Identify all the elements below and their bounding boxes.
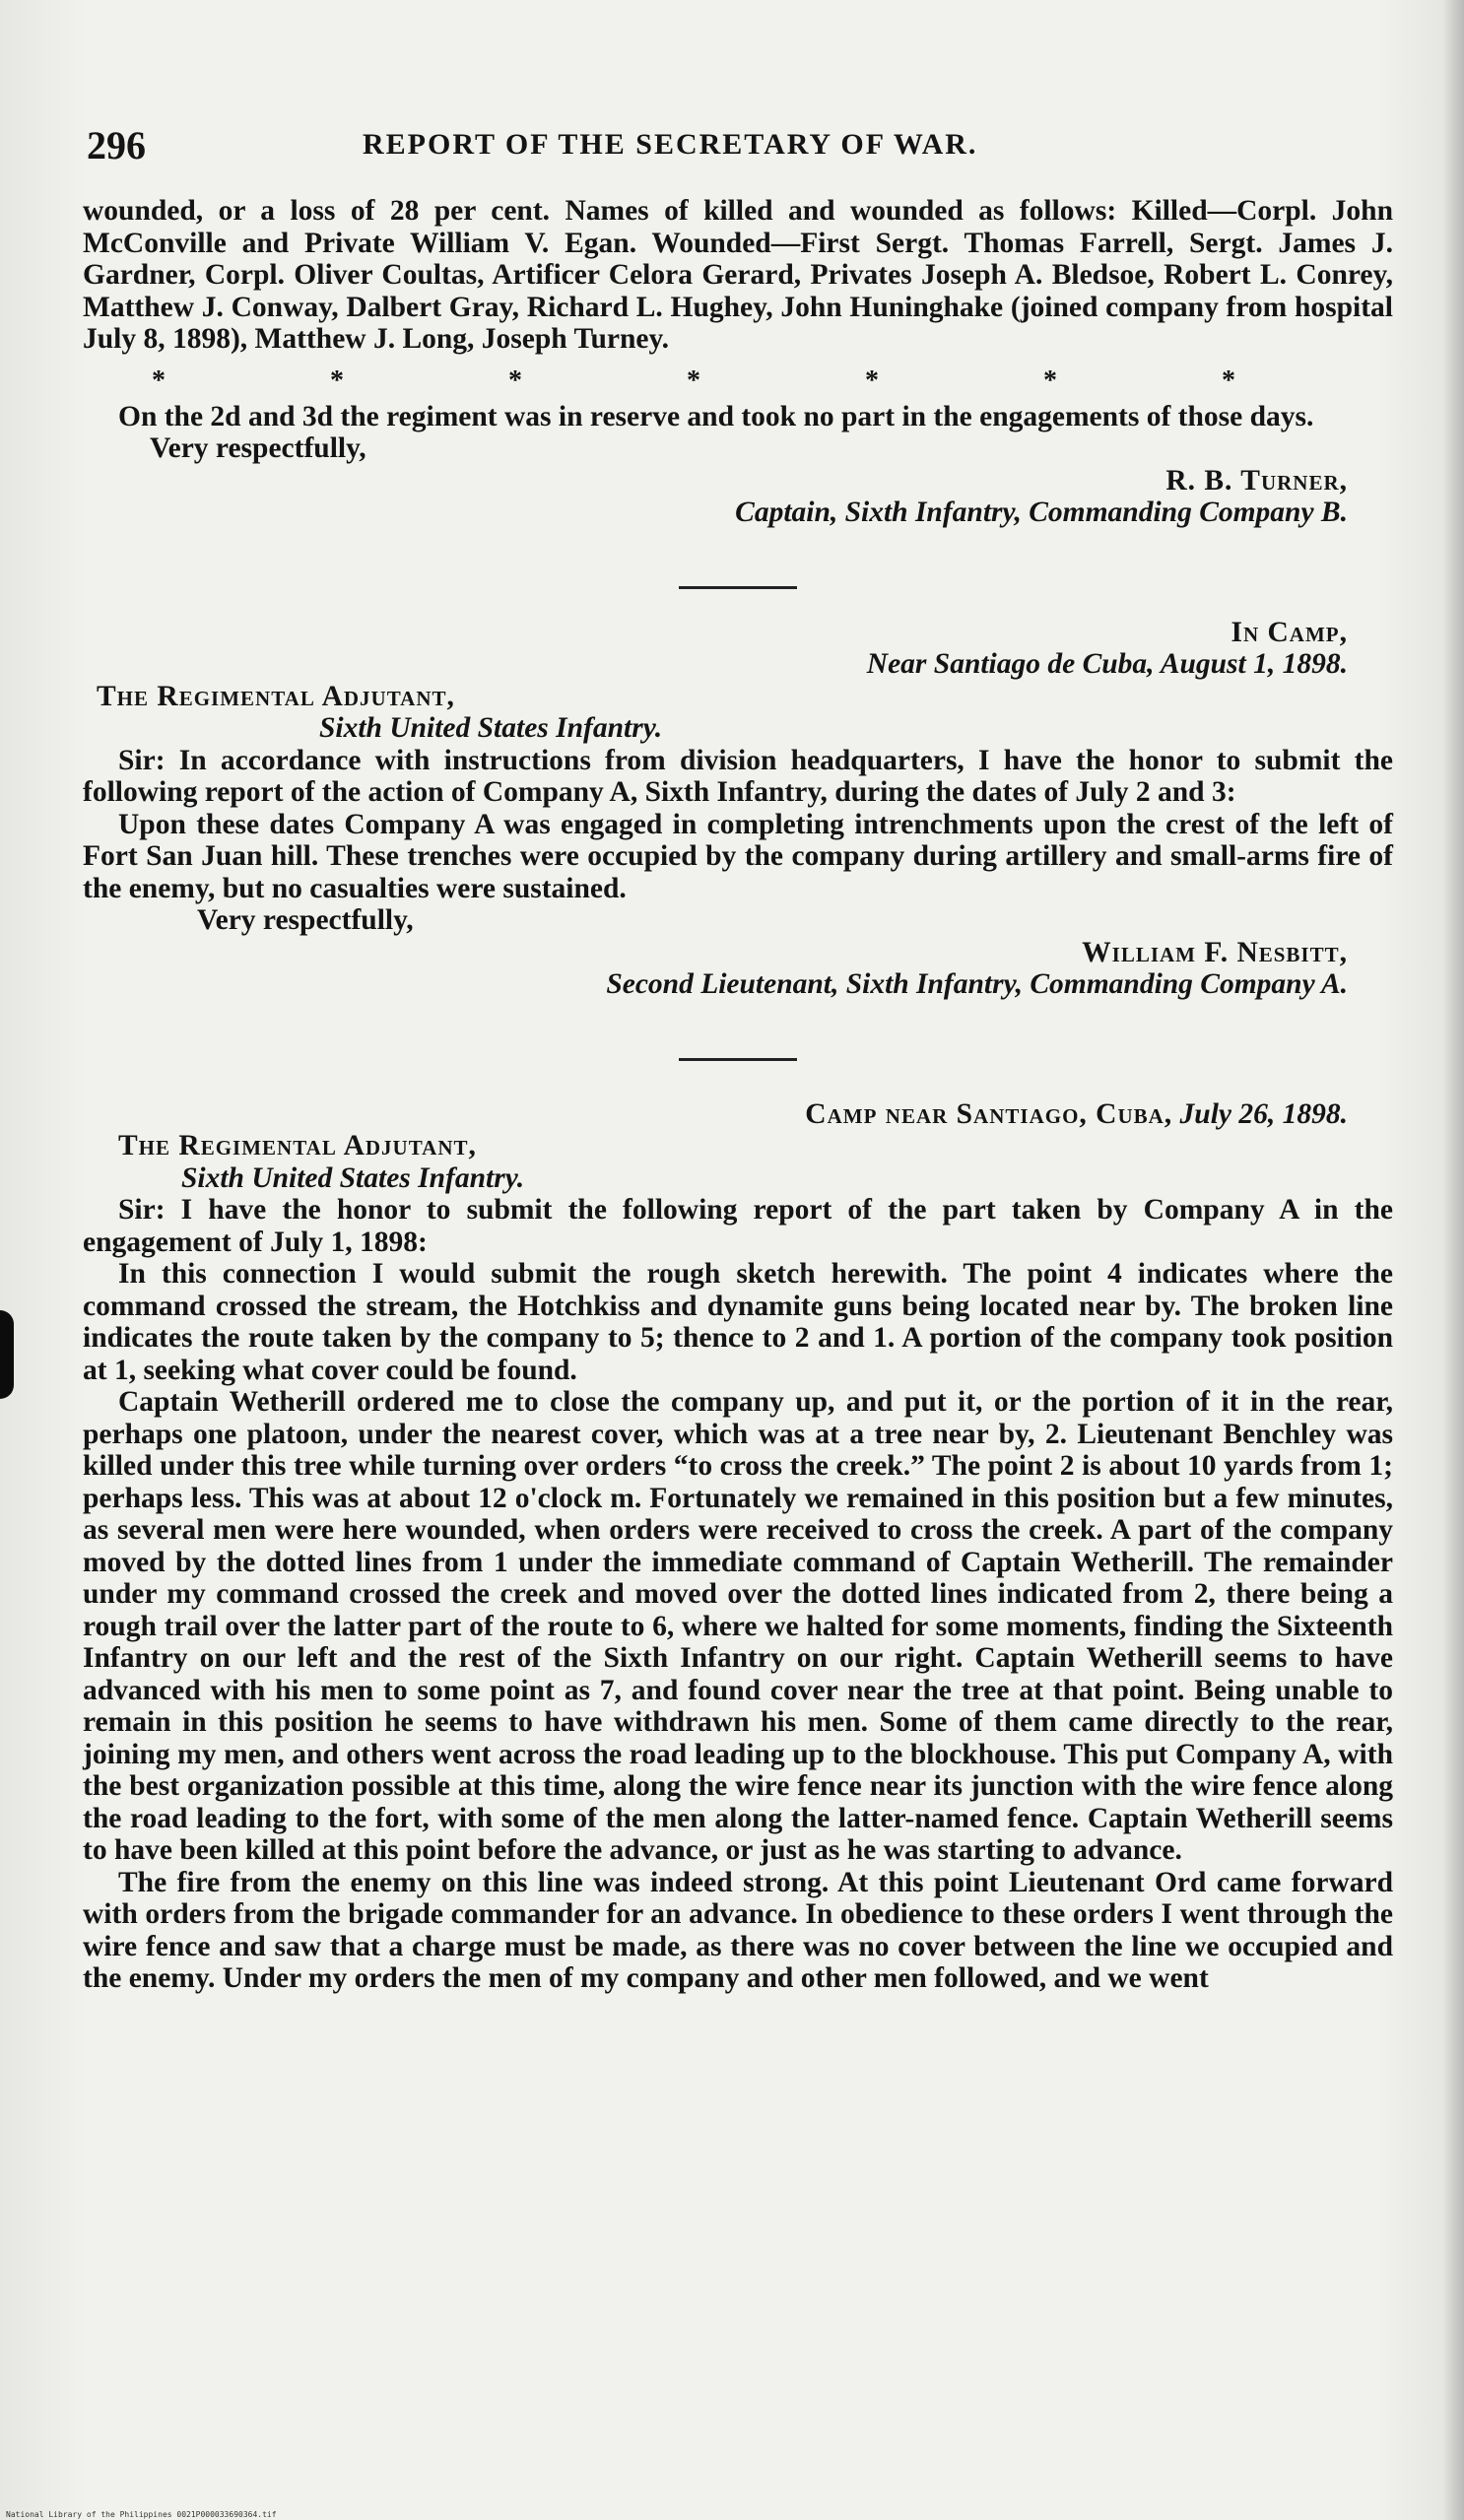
report3-addressee: The Regimental Adjutant, <box>118 1130 477 1161</box>
report3-date: July 26, 1898. <box>1179 1097 1348 1130</box>
report2-paragraph2: Upon these dates Company A was engaged in completing intrenchments upon the crest of the left of Fort San Juan hill. These trenches were occupied by the company during artillery and small-arms fire of the enemy, but no casualties were sustained. <box>83 808 1393 904</box>
binding-hole-mark <box>0 1310 14 1399</box>
report3-paragraph2: In this connection I would submit the rough sketch herewith. The point 4 indicates where the command crossed the stream, the Hotchkiss and dynamite guns being located near by. The broken line indicates the route taken by the company to 5; thence to 2 and 1. A portion of the company took position at 1, seeking what cover could be found. <box>83 1258 1393 1386</box>
report1-signer: R. B. Turner, <box>1165 464 1348 497</box>
scan-footer: National Library of the Philippines 0021P000033690364.tif <box>6 2510 277 2519</box>
report1-signer-title: Captain, Sixth Infantry, Commanding Company B. <box>735 497 1348 528</box>
report1-paragraph2: On the 2d and 3d the regiment was in reserve and took no part in the engagements of those days. <box>118 400 1314 432</box>
report3-paragraph4: The fire from the enemy on this line was indeed strong. At this point Lieutenant Ord came forward with orders from the brigade commander for an advance. In obedience to these orders I went through the wire fence and saw that a charge must be made, as there was no cover between the line we occupied and the enemy. Under my orders the men of my company and other men followed, and we went <box>83 1866 1393 1994</box>
running-title: REPORT OF THE SECRETARY OF WAR. <box>363 128 978 161</box>
ellipsis-stars: * * * * * * * <box>152 365 1235 396</box>
running-header <box>87 122 1377 166</box>
report2-closing: Very respectfully, <box>197 904 414 936</box>
report3-place: Camp near Santiago, Cuba, <box>805 1097 1173 1130</box>
report2-addressee-unit: Sixth United States Infantry. <box>319 712 663 744</box>
report1-closing: Very respectfully, <box>150 432 366 464</box>
report1-paragraph: wounded, or a loss of 28 per cent. Names of killed and wounded as follows: Killed—Corpl. John McConville and Private William V. Egan. Wounded—First Sergt. Thomas Farrell, Sergt. James J. Gardner, Corpl. Oliver Coultas, Artificer Celora Gerard, Privates Joseph A. Bledsoe, Robert L. Conrey, Matthew J. Conway, Dalbert Gray, Richard L. Hughey, John Huninghake (joined company from hospital July 8, 1898), Matthew J. Long, Joseph Turney. <box>83 195 1393 355</box>
report3-paragraph3: Captain Wetherill ordered me to close the company up, and put it, or the portion of it in the rear, perhaps one platoon, under the nearest cover, which was at a tree near by, 2. Lieutenant Benchley was killed under this tree while turning over orders “to cross the creek.” The point 2 is about 10 yards from 1; perhaps less. This was at about 12 o'clock m. Fortunately we remained in this position but a few minutes, as several men were here wounded, when orders were received to cross the creek. A part of the company moved by the dotted lines from 1 under the immediate command of Captain Wetherill. The remainder under my command crossed the creek and moved over the dotted lines indicated from 2, there being a rough trail over the latter part of the route to 6, where we halted for some moments, finding the Sixteenth Infantry on our left and the rest of the Sixth Infantry on our right. Captain Wetherill seems to have advanced with his men to some point as 7, and found cover near the tree at that point. Being unable to remain in this position he seems to have withdrawn his men. Some of them came directly to the rear, joining my men, and others went across the road leading up to the blockhouse. This put Company A, with the best organization possible at this time, along the wire fence near its junction with the wire fence along the road leading to the fort, with some of the men along the latter-named fence. Captain Wetherill seems to have been killed at this point before the advance, or just as he was starting to advance. <box>83 1386 1393 1866</box>
page-number: 296 <box>87 123 146 167</box>
report2-date: Near Santiago de Cuba, August 1, 1898. <box>866 648 1348 680</box>
report3-paragraph1: Sir: I have the honor to submit the following report of the part taken by Company A in the engagement of July 1, 1898: <box>83 1194 1393 1258</box>
report3-dateline <box>83 1098 1393 1131</box>
report3-addressee-unit: Sixth United States Infantry. <box>181 1161 525 1194</box>
report2-signer: William F. Nesbitt, <box>1082 936 1348 968</box>
report2-paragraph1: Sir: In accordance with instructions from division headquarters, I have the honor to submit the following report of the action of Company A, Sixth Infantry, during the dates of July 2 and 3: <box>83 744 1393 808</box>
page-edge-shadow <box>1442 0 1464 2520</box>
report2-place: In Camp, <box>1231 616 1348 648</box>
page-body <box>83 195 1393 1995</box>
report2-signer-title: Second Lieutenant, Sixth Infantry, Commanding Company A. <box>606 968 1348 1000</box>
report2-addressee: The Regimental Adjutant, <box>97 680 455 712</box>
